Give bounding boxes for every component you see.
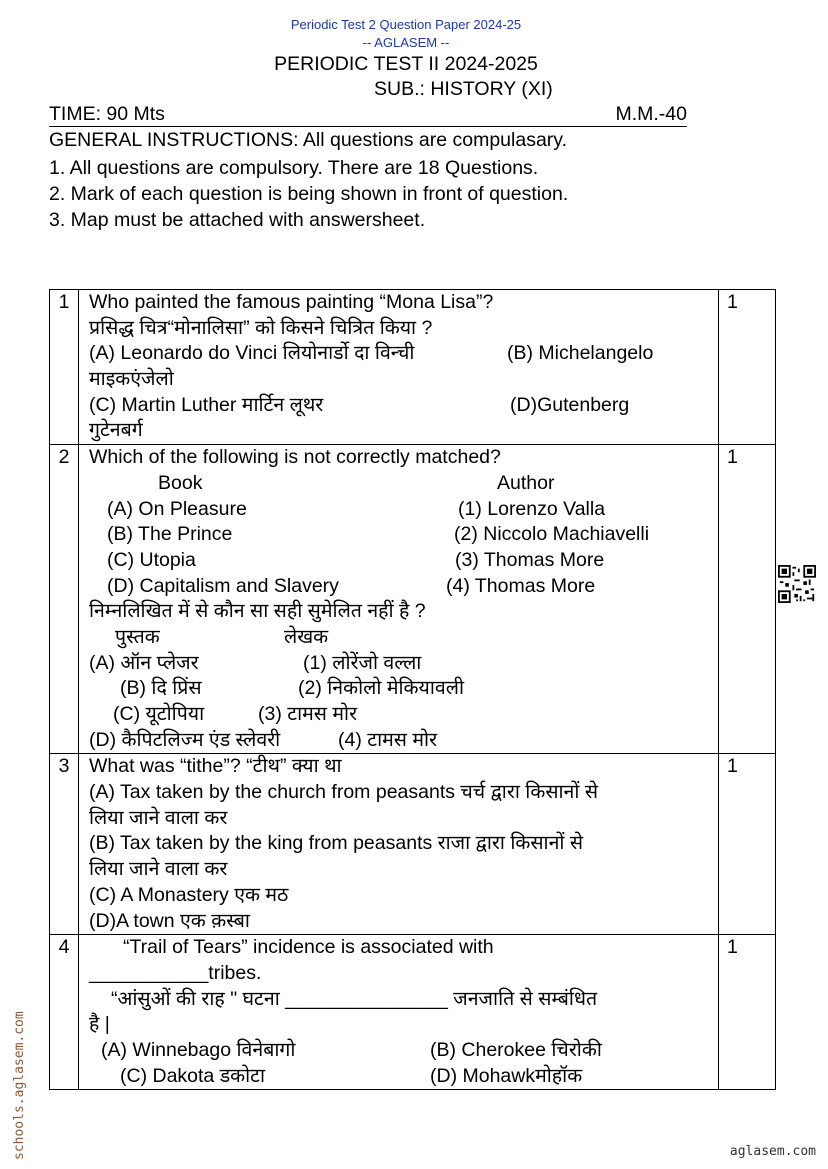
option-c: (C) A Monastery एक मठ bbox=[89, 883, 289, 906]
option-b: (B) Cherokee चिरोकी bbox=[430, 1038, 602, 1061]
author-option-hindi: (1) लोरेंजो वल्ला bbox=[303, 651, 422, 674]
author-option: (2) Niccolo Machiavelli bbox=[454, 523, 650, 546]
book-option: (C) Utopia bbox=[107, 548, 196, 571]
question-body bbox=[79, 290, 719, 445]
option-a-continued: लिया जाने वाला कर bbox=[89, 806, 228, 829]
book-option-hindi: (A) ऑन प्लेजर bbox=[89, 651, 199, 674]
question-text-hindi-continued: है | bbox=[89, 1013, 110, 1036]
question-text-continued: ___________tribes. bbox=[89, 961, 262, 984]
question-text-hindi: निम्नलिखित में से कौन सा सही सुमेलित नहीं है ? bbox=[89, 600, 426, 623]
book-option: (B) The Prince bbox=[107, 523, 233, 546]
column-book-heading-hindi: पुस्तक bbox=[115, 625, 160, 648]
option-c: (C) Dakota डकोटा bbox=[120, 1064, 266, 1087]
book-option-hindi: (C) यूटोपिया bbox=[113, 703, 205, 725]
subject-title: SUB.: HISTORY (XI) bbox=[374, 78, 553, 100]
option-d: (D)A town एक क़स्बा bbox=[89, 909, 250, 932]
author-option-hindi: (4) टामस मोर bbox=[338, 728, 438, 751]
question-number: 1 bbox=[50, 290, 79, 445]
question-number: 4 bbox=[50, 935, 79, 1090]
book-option-hindi: (B) दि प्रिंस bbox=[120, 677, 202, 700]
option-d: (D)Gutenberg bbox=[510, 393, 630, 416]
footer-url: aglasem.com bbox=[729, 1144, 816, 1159]
option-a: (A) Leonardo do Vinci लियोनार्डो दा विन्ची bbox=[89, 342, 415, 365]
option-a: (A) Tax taken by the church from peasants चर्च द्वारा किसानों से bbox=[89, 781, 599, 804]
option-a: (A) Winnebago विनेबागो bbox=[101, 1038, 296, 1061]
instruction-item: 3. Map must be attached with answersheet. bbox=[49, 209, 426, 231]
option-b-continued: लिया जाने वाला कर bbox=[89, 858, 228, 881]
question-marks: 1 bbox=[719, 290, 776, 445]
option-b: (B) Tax taken by the king from peasants राजा द्वारा किसानों से bbox=[89, 832, 584, 855]
exam-title: PERIODIC TEST II 2024-2025 bbox=[274, 53, 538, 75]
question-text-hindi: “आंसुओं की राह " घटना _______________ जनजाति से सम्बंधित bbox=[111, 987, 598, 1010]
question-row bbox=[50, 935, 776, 1090]
question-text-hindi: प्रसिद्ध चित्र“मोनालिसा” को किसने चित्रित किया ? bbox=[89, 316, 433, 339]
site-subtitle: -- AGLASEM -- bbox=[362, 35, 450, 50]
option-b-hindi: माइकएंजेलो bbox=[89, 368, 174, 391]
question-number: 3 bbox=[50, 754, 79, 935]
question-row bbox=[50, 754, 776, 935]
question-text: “Trail of Tears” incidence is associated with bbox=[123, 936, 494, 959]
question-body bbox=[79, 935, 719, 1090]
question-text-line bbox=[89, 935, 712, 961]
book-option-hindi: (D) कैपिटलिज्म एंड स्लेवरी bbox=[89, 728, 281, 751]
question-marks: 1 bbox=[719, 445, 776, 754]
question-number: 2 bbox=[50, 445, 79, 754]
author-option-hindi: (2) निकोलो मेकियावली bbox=[298, 677, 465, 700]
question-text: Which of the following is not correctly matched? bbox=[89, 446, 501, 469]
author-option: (4) Thomas More bbox=[446, 574, 596, 597]
question-row bbox=[50, 445, 776, 754]
column-author-heading-hindi: लेखक bbox=[284, 625, 329, 648]
max-marks-label: M.M.-40 bbox=[615, 103, 687, 125]
instructions-heading: GENERAL INSTRUCTIONS: All questions are compulasary. bbox=[49, 129, 567, 151]
option-d-hindi: गुटेनबर्ग bbox=[89, 419, 143, 442]
question-text: What was “tithe”? “टीथ” क्या था bbox=[89, 755, 342, 778]
author-option-hindi: (3) टामस मोर bbox=[258, 703, 358, 725]
question-row bbox=[50, 290, 776, 445]
questions-table bbox=[49, 289, 776, 1090]
question-body bbox=[79, 754, 719, 935]
instruction-item: 2. Mark of each question is being shown in front of question. bbox=[49, 183, 569, 205]
site-title: Periodic Test 2 Question Paper 2024-25 bbox=[290, 17, 522, 32]
option-b: (B) Michelangelo bbox=[507, 342, 654, 365]
question-text: Who painted the famous painting “Mona Lisa”? bbox=[89, 291, 494, 313]
question-body bbox=[79, 445, 719, 754]
time-marks-line bbox=[49, 103, 687, 127]
question-marks: 1 bbox=[719, 754, 776, 935]
author-option: (1) Lorenzo Valla bbox=[458, 497, 606, 520]
book-option: (D) Capitalism and Slavery bbox=[107, 574, 339, 597]
option-c: (C) Martin Luther मार्टिन लूथर bbox=[89, 393, 324, 416]
question-marks: 1 bbox=[719, 935, 776, 1090]
book-option: (A) On Pleasure bbox=[107, 497, 247, 520]
column-book-heading: Book bbox=[158, 471, 203, 494]
option-d: (D) Mohawkमोहॉक bbox=[430, 1064, 583, 1087]
instruction-item: 1. All questions are compulsory. There are 18 Questions. bbox=[49, 157, 539, 179]
side-watermark-url: schools.aglasem.com bbox=[12, 1011, 27, 1160]
column-author-heading: Author bbox=[497, 471, 555, 494]
qr-code-icon bbox=[778, 565, 816, 603]
time-label: TIME: 90 Mts bbox=[49, 103, 165, 125]
author-option: (3) Thomas More bbox=[455, 548, 605, 571]
